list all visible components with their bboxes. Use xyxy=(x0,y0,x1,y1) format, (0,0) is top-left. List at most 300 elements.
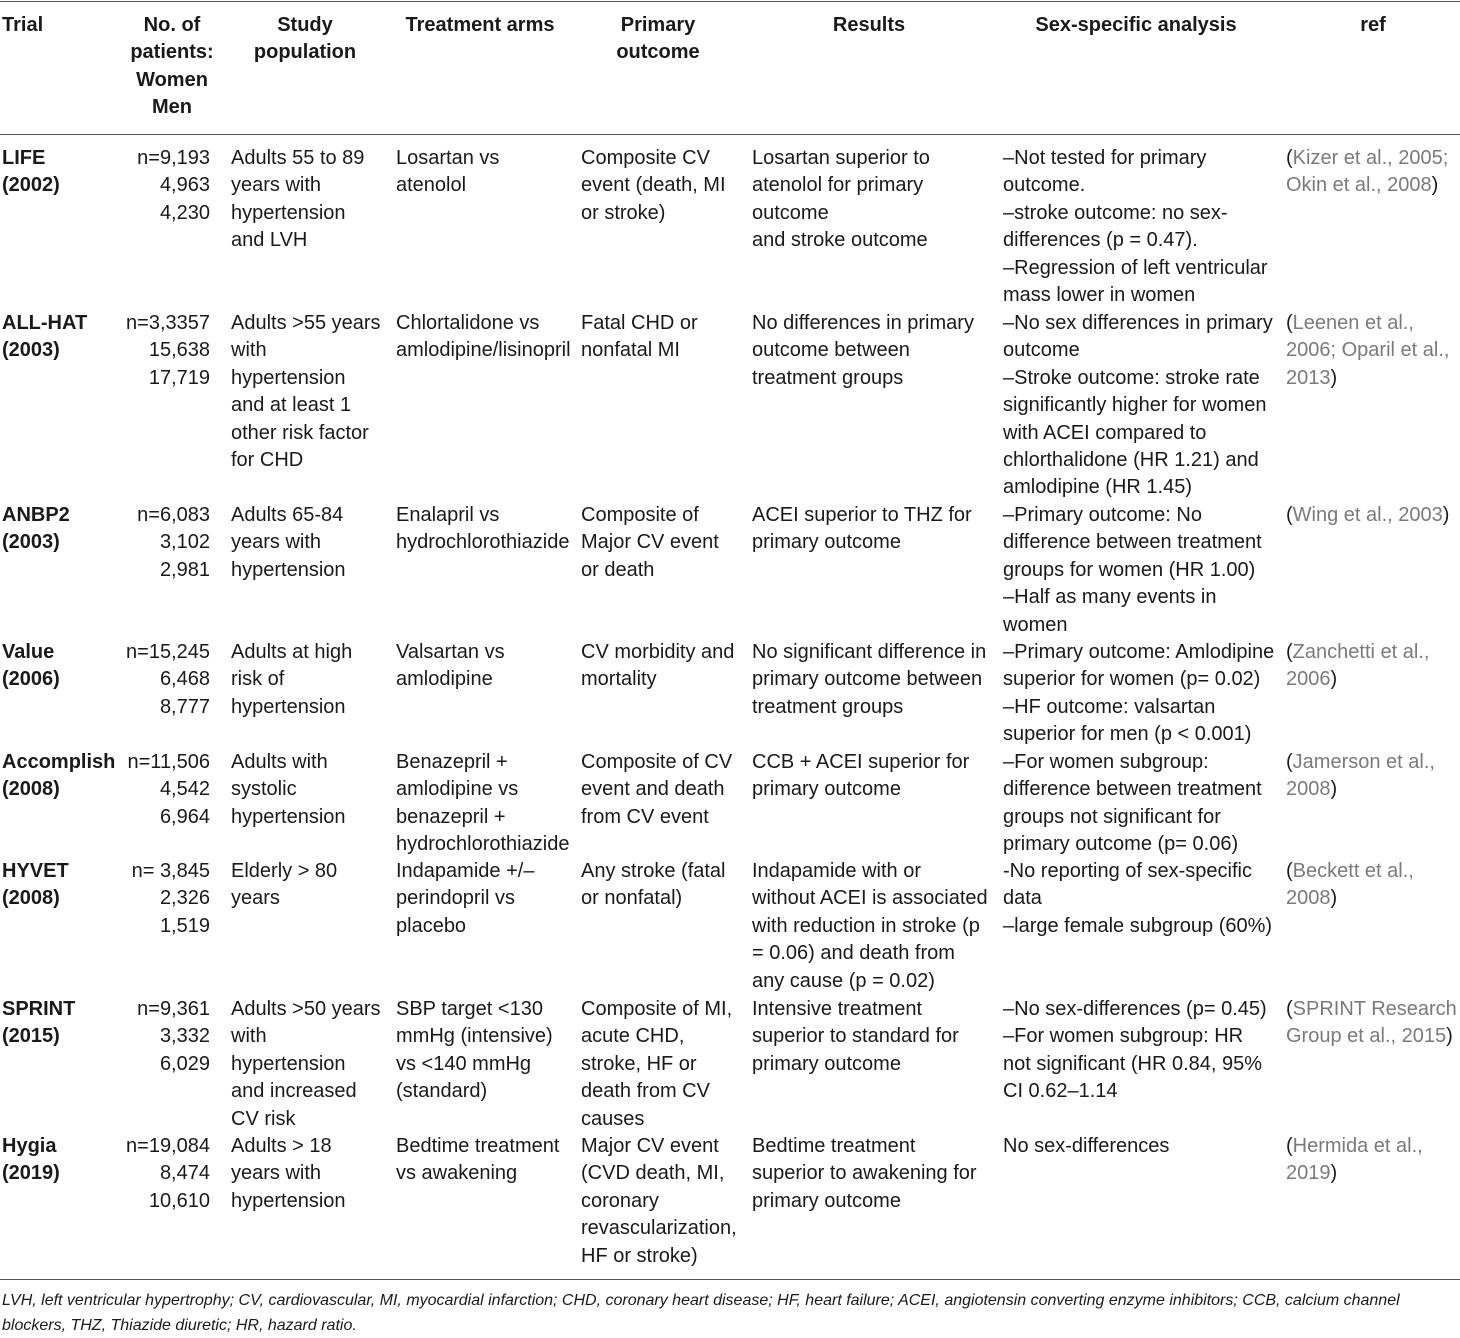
cell-line: 6,964 xyxy=(159,805,210,828)
cell-arms xyxy=(396,502,574,557)
cell-line: 4,542 xyxy=(159,778,210,801)
cell-results xyxy=(752,749,990,804)
cell-line: Chlortalidone vs xyxy=(396,312,540,334)
cell-line: Adults at high xyxy=(231,641,353,663)
cell-line: Hygia xyxy=(2,1135,57,1157)
cell-line: any cause (p = 0.02) xyxy=(752,969,935,992)
header-ref-line: ref xyxy=(1360,14,1386,36)
cell-line: n=3,3357 xyxy=(126,312,210,334)
cell-trial xyxy=(2,145,122,200)
cell-outcome xyxy=(581,1133,743,1270)
cell-results xyxy=(752,145,990,255)
cell-line: Bedtime treatment xyxy=(396,1135,560,1157)
cell-line: treatment groups xyxy=(752,366,904,389)
cell-line: 6,468 xyxy=(159,668,210,691)
cell-line: superior for men (p < 0.001) xyxy=(1003,723,1252,746)
cell-line: n=15,245 xyxy=(126,641,210,663)
cell-ref xyxy=(1286,639,1460,694)
cell-line: -No reporting of sex-specific xyxy=(1003,860,1252,882)
cell-outcome xyxy=(581,145,743,227)
cell-line: ALL-HAT xyxy=(2,312,88,334)
cell-line: and LVH xyxy=(231,229,308,252)
cell-line: Adults with xyxy=(231,751,328,773)
cell-line: 3,102 xyxy=(159,531,210,554)
cell-line: Composite of MI, xyxy=(581,998,733,1020)
ref-text: 2008 xyxy=(1286,887,1331,910)
cell-line: Value xyxy=(2,641,55,663)
cell-line: –For women subgroup: HR xyxy=(1003,1025,1244,1048)
cell-line xyxy=(1286,639,1460,666)
cell-population xyxy=(231,996,391,1133)
cell-line xyxy=(1286,776,1460,803)
cell-line: primary outcome xyxy=(752,1052,901,1075)
cell-line: (2019) xyxy=(2,1162,60,1185)
cell-line: CCB + ACEI superior for xyxy=(752,751,970,773)
cell-line: superior to standard for xyxy=(752,1025,959,1048)
cell-line: –Primary outcome: No xyxy=(1003,504,1202,526)
cell-line: primary outcome xyxy=(752,1189,901,1212)
cell-line: difference between treatment xyxy=(1003,778,1262,801)
cell-line: Composite of xyxy=(581,504,699,526)
cell-sex xyxy=(1003,639,1281,749)
close-paren: ) xyxy=(1330,1162,1338,1185)
cell-line: not significant (HR 0.84, 95% xyxy=(1003,1052,1263,1075)
open-paren: ( xyxy=(1286,504,1293,526)
cell-line: other risk factor xyxy=(231,421,369,444)
cell-line: CV morbidity and xyxy=(581,641,735,663)
cell-line: 6,029 xyxy=(159,1052,210,1075)
cell-line xyxy=(1286,666,1460,693)
cell-line: –stroke outcome: no sex- xyxy=(1003,201,1228,224)
cell-results xyxy=(752,639,990,721)
cell-line: event (death, MI xyxy=(581,174,726,197)
cell-line: n= 3,845 xyxy=(131,860,210,882)
cell-line: Adults > 18 xyxy=(231,1135,332,1157)
header-patients-line: No. of xyxy=(143,14,201,36)
cell-line: No differences in primary xyxy=(752,312,974,334)
cell-line xyxy=(1286,858,1460,885)
cell-line xyxy=(1286,502,1460,529)
close-paren: ) xyxy=(1330,668,1338,691)
cell-line: (2002) xyxy=(2,174,60,197)
header-trial-line: Trial xyxy=(2,14,44,36)
header-trial xyxy=(2,12,82,39)
cell-outcome xyxy=(581,639,743,694)
cell-line: hypertension xyxy=(231,695,346,718)
cell-population xyxy=(231,1133,391,1215)
cell-line: 1,519 xyxy=(159,914,210,937)
open-paren: ( xyxy=(1286,147,1293,169)
cell-line: mmHg (intensive) xyxy=(396,1025,553,1048)
cell-line: amlodipine/lisinopril xyxy=(396,339,571,362)
cell-line: (standard) xyxy=(396,1080,488,1103)
cell-sex xyxy=(1003,858,1281,940)
cell-line: primary outcome (p= 0.06) xyxy=(1003,833,1239,856)
cell-line xyxy=(1286,145,1460,172)
cell-outcome xyxy=(581,749,743,831)
cell-population xyxy=(231,639,391,721)
header-outcome xyxy=(581,12,735,67)
header-patients-line: Women xyxy=(136,68,208,91)
cell-line: hypertension xyxy=(231,1189,346,1212)
cell-line xyxy=(1286,1023,1460,1050)
cell-line: placebo xyxy=(396,914,467,937)
close-paren: ) xyxy=(1431,174,1439,197)
cell-line: Composite CV xyxy=(581,147,710,169)
cell-line: –For women subgroup: xyxy=(1003,751,1209,773)
cell-line: with xyxy=(231,1025,267,1048)
cell-line: Adults 65-84 xyxy=(231,504,344,526)
cell-line: event and death xyxy=(581,778,725,801)
cell-line: hypertension xyxy=(231,201,346,224)
cell-line: outcome xyxy=(752,201,829,224)
header-results xyxy=(752,12,986,39)
ref-text: Jamerson et al., xyxy=(1292,751,1435,773)
cell-line: Fatal CHD or xyxy=(581,312,698,334)
cell-results xyxy=(752,1133,990,1215)
cell-line: Valsartan vs xyxy=(396,641,505,663)
cell-line: n=6,083 xyxy=(137,504,210,526)
cell-line: vs awakening xyxy=(396,1162,518,1185)
cell-line xyxy=(1286,337,1460,364)
cell-line: (2006) xyxy=(2,668,60,691)
cell-line: 4,963 xyxy=(159,174,210,197)
cell-line: years with xyxy=(231,174,322,197)
cell-line: Accomplish xyxy=(2,751,116,773)
cell-line: superior to awakening for xyxy=(752,1162,977,1185)
cell-line: –Half as many events in xyxy=(1003,586,1217,609)
cell-line: n=19,084 xyxy=(126,1135,210,1157)
cell-line: perindopril vs xyxy=(396,887,515,910)
open-paren: ( xyxy=(1286,312,1293,334)
cell-line: outcome xyxy=(1003,339,1080,362)
cell-line: CV risk xyxy=(231,1107,296,1130)
ref-text: 2008 xyxy=(1286,778,1331,801)
cell-arms xyxy=(396,749,574,859)
cell-ref xyxy=(1286,502,1460,529)
cell-population xyxy=(231,310,391,474)
cell-line: 8,777 xyxy=(159,695,210,718)
cell-line: amlodipine xyxy=(396,668,493,691)
cell-trial xyxy=(2,996,122,1051)
cell-population xyxy=(231,145,391,255)
cell-results xyxy=(752,996,990,1078)
cell-line: 3,332 xyxy=(159,1025,210,1048)
cell-trial xyxy=(2,1133,122,1188)
cell-line: outcome between xyxy=(752,339,910,362)
cell-line xyxy=(1286,885,1460,912)
cell-ref xyxy=(1286,996,1460,1051)
cell-line: benazepril + xyxy=(396,805,506,828)
cell-ref xyxy=(1286,858,1460,913)
cell-line: risk of xyxy=(231,668,285,691)
cell-sex xyxy=(1003,749,1281,859)
cell-line: causes xyxy=(581,1107,645,1130)
cell-line: or stroke) xyxy=(581,201,666,224)
cell-line: superior for women (p= 0.02) xyxy=(1003,668,1261,691)
cell-line: –HF outcome: valsartan xyxy=(1003,695,1216,718)
cell-arms xyxy=(396,145,574,200)
cell-sex xyxy=(1003,310,1281,502)
cell-line: (2003) xyxy=(2,339,60,362)
cell-line: treatment groups xyxy=(752,695,904,718)
cell-line: 2,326 xyxy=(159,887,210,910)
cell-line: –large female subgroup (60%) xyxy=(1003,914,1273,937)
close-paren: ) xyxy=(1330,887,1338,910)
cell-line: Adults >50 years xyxy=(231,998,381,1020)
cell-line: differences (p = 0.47). xyxy=(1003,229,1198,252)
header-population xyxy=(231,12,379,67)
cell-outcome xyxy=(581,502,743,584)
cell-population xyxy=(231,502,391,584)
cell-line: ANBP2 xyxy=(2,504,70,526)
cell-results xyxy=(752,310,990,392)
cell-line: = 0.06) and death from xyxy=(752,942,955,965)
cell-line: mass lower in women xyxy=(1003,284,1196,307)
ref-text: Beckett et al., xyxy=(1292,860,1414,882)
cell-sex xyxy=(1003,1133,1281,1160)
cell-line: 4,230 xyxy=(159,201,210,224)
cell-patients xyxy=(122,996,210,1078)
header-patients-line: patients: xyxy=(130,41,214,64)
header-rule xyxy=(0,134,1460,135)
close-paren: ) xyxy=(1442,504,1450,526)
cell-line: significantly higher for women xyxy=(1003,394,1267,417)
ref-text: 2019 xyxy=(1286,1162,1331,1185)
cell-line: Elderly > 80 xyxy=(231,860,338,882)
cell-line: HF or stroke) xyxy=(581,1244,698,1267)
cell-line: with reduction in stroke (p xyxy=(752,914,980,937)
cell-arms xyxy=(396,310,574,365)
cell-patients xyxy=(122,1133,210,1215)
cell-line: and at least 1 xyxy=(231,394,352,417)
cell-line: SBP target <130 xyxy=(396,998,543,1020)
cell-line: primary outcome xyxy=(752,778,901,801)
ref-text: Kizer et al., 2005; xyxy=(1292,147,1449,169)
cell-trial xyxy=(2,858,122,913)
cell-sex xyxy=(1003,145,1281,309)
cell-line: primary outcome between xyxy=(752,668,983,691)
cell-patients xyxy=(122,502,210,584)
cell-line: hydrochlorothiazide xyxy=(396,531,570,554)
cell-line xyxy=(1286,749,1460,776)
cell-line: Indapamide +/– xyxy=(396,860,535,882)
cell-line: No significant difference in xyxy=(752,641,987,663)
close-paren: ) xyxy=(1446,1025,1453,1048)
cell-line: n=9,193 xyxy=(137,147,210,169)
cell-patients xyxy=(122,639,210,721)
header-patients xyxy=(122,12,222,122)
ref-text: Hermida et al., xyxy=(1292,1135,1423,1157)
cell-line: –Not tested for primary xyxy=(1003,147,1207,169)
ref-text: Zanchetti et al., xyxy=(1292,641,1430,663)
cell-arms xyxy=(396,996,574,1106)
cell-line: hypertension xyxy=(231,805,346,828)
cell-line: (2003) xyxy=(2,531,60,554)
cell-line: –No sex-differences (p= 0.45) xyxy=(1003,998,1267,1020)
cell-line: Composite of CV xyxy=(581,751,733,773)
open-paren: ( xyxy=(1286,641,1293,663)
cell-line: HYVET xyxy=(2,860,69,882)
cell-line: Losartan superior to xyxy=(752,147,930,169)
cell-trial xyxy=(2,502,122,557)
cell-population xyxy=(231,749,391,831)
cell-patients xyxy=(122,145,210,227)
cell-line: SPRINT xyxy=(2,998,76,1020)
cell-line: with ACEI compared to xyxy=(1003,421,1207,444)
cell-line: women xyxy=(1003,613,1068,636)
cell-line: LIFE xyxy=(2,147,46,169)
cell-results xyxy=(752,502,990,557)
cell-line: Major CV event xyxy=(581,531,719,554)
cell-line: –Stroke outcome: stroke rate xyxy=(1003,366,1260,389)
header-outcome-line: outcome xyxy=(616,41,700,64)
cell-line: years xyxy=(231,887,280,910)
cell-line: primary outcome xyxy=(752,531,901,554)
cell-line: Enalapril vs xyxy=(396,504,500,526)
cell-line: for CHD xyxy=(231,449,304,472)
cell-outcome xyxy=(581,996,743,1133)
ref-text: Leenen et al., xyxy=(1292,312,1414,334)
cell-line: without ACEI is associated xyxy=(752,887,988,910)
cell-line: –No sex differences in primary xyxy=(1003,312,1273,334)
close-paren: ) xyxy=(1330,366,1338,389)
cell-line: amlodipine vs xyxy=(396,778,519,801)
cell-trial xyxy=(2,310,122,365)
cell-line: outcome. xyxy=(1003,174,1086,197)
cell-line xyxy=(1286,365,1460,392)
cell-sex xyxy=(1003,996,1281,1106)
cell-trial xyxy=(2,749,122,804)
cell-line: mortality xyxy=(581,668,657,691)
cell-line: systolic xyxy=(231,778,297,801)
cell-line: Adults >55 years xyxy=(231,312,381,334)
cell-line: Any stroke (fatal xyxy=(581,860,726,882)
cell-arms xyxy=(396,1133,574,1188)
cell-ref xyxy=(1286,1133,1460,1188)
cell-line: vs <140 mmHg xyxy=(396,1052,532,1075)
ref-text: 2013 xyxy=(1286,366,1331,389)
table-footnote: LVH, left ventricular hypertrophy; CV, cardiovascular, MI, myocardial infarction; CHD, coronary heart disease; HF, heart failure; ACEI, angiotensin converting enzyme inhibitors; CCB, calcium channel blockers, THZ, Thiazide diuretic; HR, hazard ratio. xyxy=(2,1292,1400,1334)
header-population-line: population xyxy=(253,41,357,64)
cell-trial xyxy=(2,639,122,694)
cell-line: (2008) xyxy=(2,887,60,910)
cell-line: years with xyxy=(231,1162,322,1185)
open-paren: ( xyxy=(1286,998,1293,1020)
cell-line: Adults 55 to 89 xyxy=(231,147,365,169)
cell-line: –Primary outcome: Amlodipine xyxy=(1003,641,1275,663)
cell-line: CI 0.62–1.14 xyxy=(1003,1080,1118,1103)
cell-arms xyxy=(396,858,574,940)
cell-line: years with xyxy=(231,531,322,554)
cell-line: 10,610 xyxy=(148,1189,210,1212)
cell-line: (2008) xyxy=(2,778,60,801)
cell-line: with xyxy=(231,339,267,362)
header-sex xyxy=(1003,12,1269,39)
cell-line: groups not significant for xyxy=(1003,805,1221,828)
open-paren: ( xyxy=(1286,1135,1293,1157)
cell-line: and stroke outcome xyxy=(752,229,928,252)
cell-patients xyxy=(122,858,210,940)
cell-line: (CVD death, MI, xyxy=(581,1162,725,1185)
cell-line: Losartan vs xyxy=(396,147,500,169)
cell-line: hypertension xyxy=(231,558,346,581)
cell-line: and increased xyxy=(231,1080,357,1103)
cell-line: chlorthalidone (HR 1.21) and xyxy=(1003,449,1259,472)
ref-text: Group et al., 2015 xyxy=(1286,1025,1447,1048)
cell-arms xyxy=(396,639,574,694)
cell-population xyxy=(231,858,391,913)
cell-line: No sex-differences xyxy=(1003,1135,1170,1157)
cell-line: 15,638 xyxy=(148,339,210,362)
cell-line: Intensive treatment xyxy=(752,998,923,1020)
header-arms xyxy=(396,12,564,39)
cell-line: or nonfatal) xyxy=(581,887,683,910)
cell-patients xyxy=(122,749,210,831)
header-patients-line: Men xyxy=(152,96,192,119)
ref-text: SPRINT Research xyxy=(1292,998,1457,1020)
header-ref xyxy=(1286,12,1460,39)
cell-line: Bedtime treatment xyxy=(752,1135,916,1157)
open-paren: ( xyxy=(1286,860,1293,882)
ref-text: 2006; Oparil et al., xyxy=(1286,339,1450,362)
cell-line: ACEI superior to THZ for xyxy=(752,504,972,526)
cell-ref xyxy=(1286,749,1460,804)
cell-patients xyxy=(122,310,210,392)
cell-line xyxy=(1286,1133,1460,1160)
header-arms-line: Treatment arms xyxy=(405,14,555,36)
cell-line: n=11,506 xyxy=(127,751,210,773)
cell-line: difference between treatment xyxy=(1003,531,1262,554)
cell-line: stroke, HF or xyxy=(581,1052,697,1075)
header-sex-line: Sex-specific analysis xyxy=(1035,14,1237,36)
close-paren: ) xyxy=(1330,778,1338,801)
cell-ref xyxy=(1286,310,1460,392)
cell-line xyxy=(1286,996,1460,1023)
cell-line: amlodipine (HR 1.45) xyxy=(1003,476,1192,499)
cell-outcome xyxy=(581,310,743,365)
top-rule xyxy=(0,1,1460,2)
cell-line: –Regression of left ventricular xyxy=(1003,256,1268,279)
cell-line: Benazepril + xyxy=(396,751,508,773)
ref-text: Okin et al., 2008 xyxy=(1286,174,1432,197)
cell-line: from CV event xyxy=(581,805,709,828)
cell-line: acute CHD, xyxy=(581,1025,685,1048)
ref-text: Wing et al., 2003 xyxy=(1292,504,1443,526)
cell-ref xyxy=(1286,145,1460,200)
cell-line: atenolol for primary xyxy=(752,174,924,197)
cell-line: 8,474 xyxy=(159,1162,210,1185)
cell-line: hypertension xyxy=(231,366,346,389)
cell-line: coronary xyxy=(581,1189,659,1212)
header-outcome-line: Primary xyxy=(620,14,696,36)
ref-text: 2006 xyxy=(1286,668,1331,691)
open-paren: ( xyxy=(1286,751,1293,773)
cell-line: data xyxy=(1003,887,1042,910)
cell-line: nonfatal MI xyxy=(581,339,680,362)
cell-sex xyxy=(1003,502,1281,639)
cell-line: Major CV event xyxy=(581,1135,719,1157)
cell-line: groups for women (HR 1.00) xyxy=(1003,558,1256,581)
cell-line: 17,719 xyxy=(148,366,210,389)
cell-line: hypertension xyxy=(231,1052,346,1075)
header-population-line: Study xyxy=(277,14,333,36)
cell-line: hydrochlorothiazide xyxy=(396,833,570,856)
cell-line: 2,981 xyxy=(159,558,210,581)
cell-line: (2015) xyxy=(2,1025,60,1048)
cell-line xyxy=(1286,1160,1460,1187)
cell-line: atenolol xyxy=(396,174,467,197)
